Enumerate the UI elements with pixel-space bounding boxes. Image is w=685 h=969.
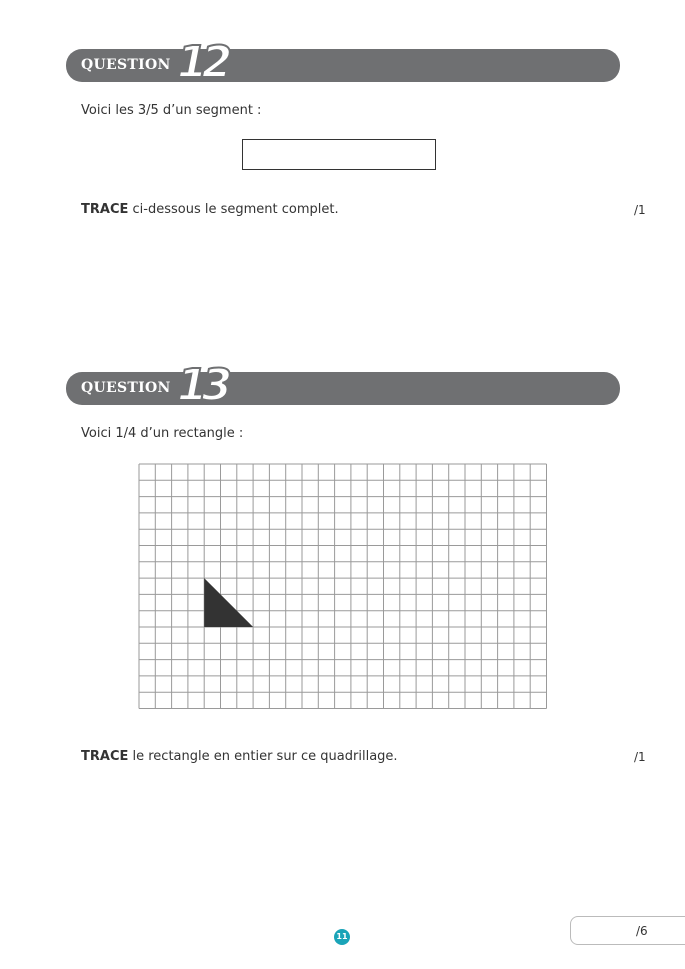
instruction-verb: TRACE [81,749,129,764]
question-12-score: /1 [634,203,646,217]
instruction-text: ci-dessous le segment complet. [128,202,339,217]
question-label: QUESTION [81,57,171,73]
question-label: QUESTION [81,380,171,396]
instruction-text: le rectangle en entier sur ce quadrillage. [128,749,398,764]
question-number: 12 [177,37,227,88]
total-score: /6 [636,924,648,938]
question-12-header [66,37,620,88]
segment-three-fifths [242,139,436,170]
question-12-intro: Voici les 3/5 d’un segment : [81,103,262,118]
question-13-score: /1 [634,750,646,764]
page-number-badge: 11 [334,929,350,945]
quarter-rectangle-triangle [204,578,253,627]
question-12-instruction [81,202,339,217]
question-13-header [66,360,620,411]
question-13-intro: Voici 1/4 d’un rectangle : [81,426,244,441]
question-13-instruction [81,749,398,764]
question-number: 13 [177,360,227,411]
instruction-verb: TRACE [81,202,129,217]
total-score-box [570,916,685,945]
drawing-grid[interactable] [138,463,548,709]
